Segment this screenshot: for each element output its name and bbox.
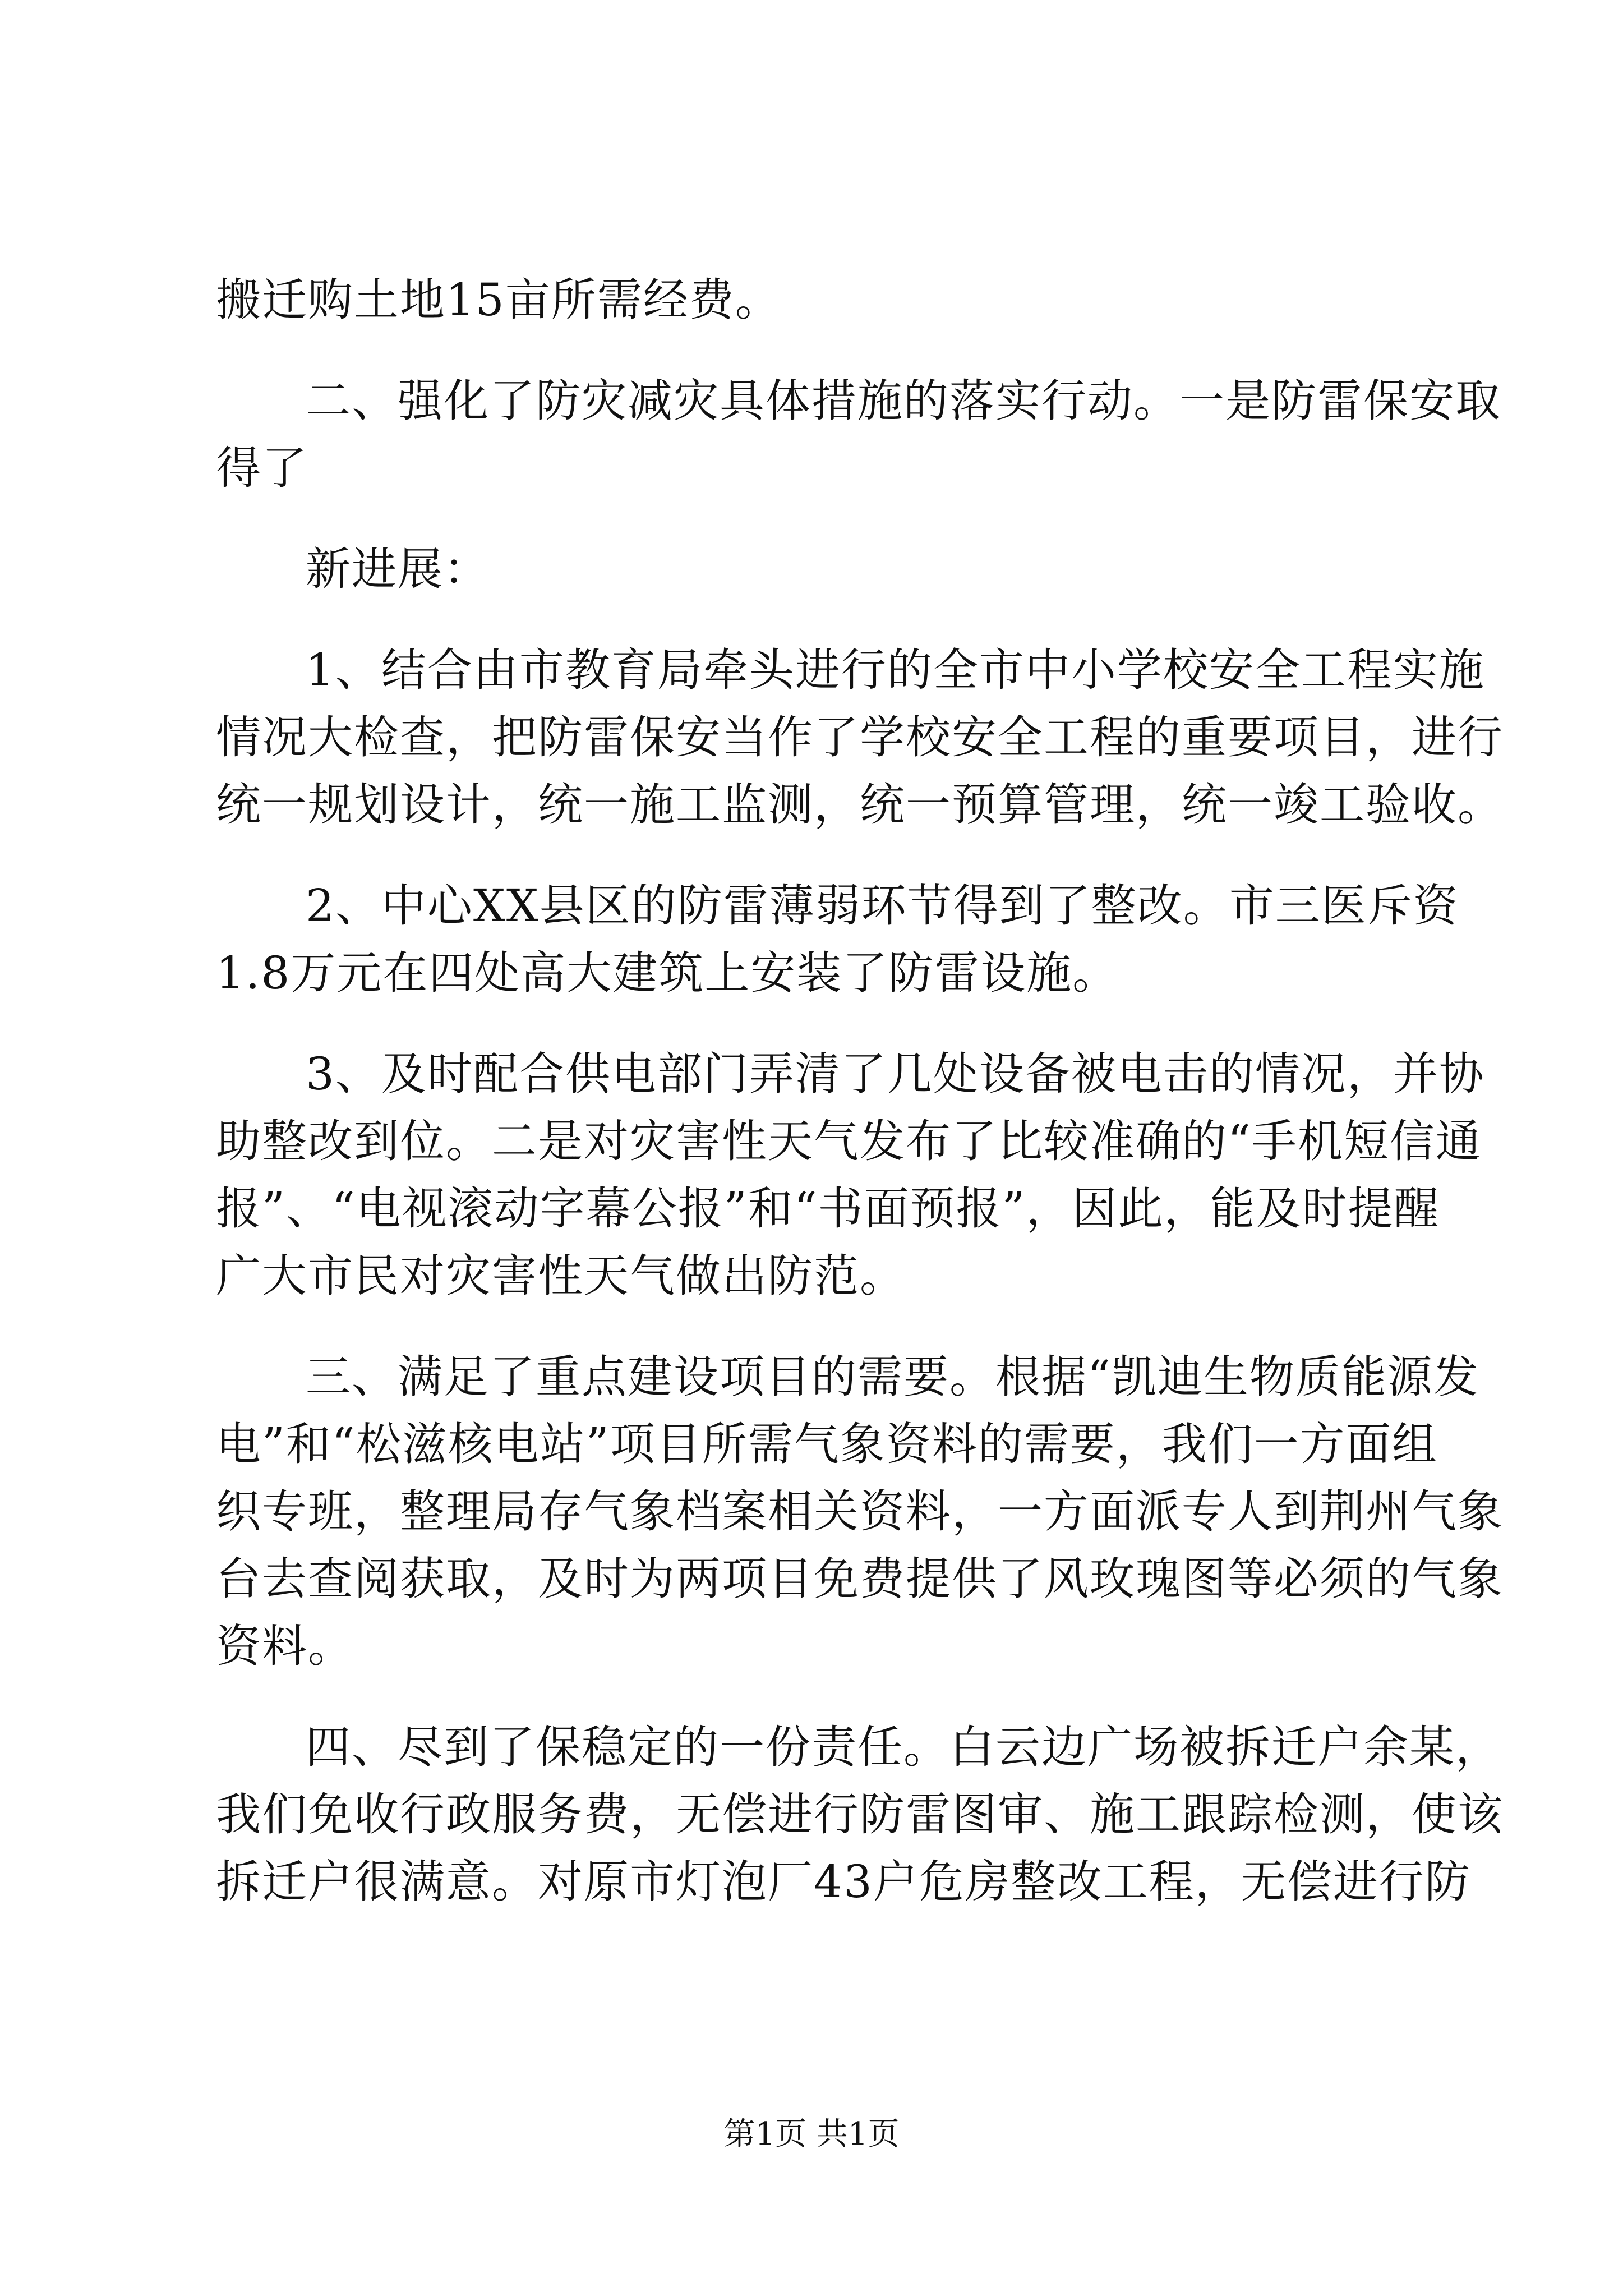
text-line: 1、结合由市教育局牵头进行的全市中小学校安全工程实施 <box>306 644 1485 696</box>
page-number-footer: 第1页 共1页 <box>723 2116 900 2152</box>
text-line: 电”和“松滋核电站”项目所需气象资料的需要，我们一方面组 <box>216 1418 1438 1470</box>
text-line: 3、及时配合供电部门弄清了几处设备被电击的情况，并协 <box>306 1048 1485 1100</box>
text-line: 助整改到位。二是对灾害性天气发布了比较准确的“手机短信通 <box>216 1115 1482 1167</box>
text-line: 织专班，整理局存气象档案相关资料，一方面派专人到荆州气象 <box>216 1485 1504 1538</box>
text-line: 三、满足了重点建设项目的需要。根据“凯迪生物质能源发 <box>306 1351 1479 1403</box>
text-line: 四、尽到了保稳定的一份责任。白云边广场被拆迁户余某， <box>306 1721 1501 1773</box>
text-line: 报”、“电视滚动字幕公报”和“书面预报”，因此，能及时提醒 <box>216 1182 1440 1235</box>
text-line: 台去查阅获取，及时为两项目免费提供了风玫瑰图等必须的气象 <box>216 1553 1504 1605</box>
text-line: 我们免收行政服务费，无偿进行防雷图审、施工跟踪检测，使该 <box>216 1788 1504 1841</box>
text-line: 新进展： <box>306 543 490 595</box>
text-line: 二、强化了防灾减灾具体措施的落实行动。一是防雷保安取 <box>306 375 1501 427</box>
text-line: 资料。 <box>216 1620 354 1672</box>
text-line: 统一规划设计，统一施工监测，统一预算管理，统一竣工验收。 <box>216 779 1504 831</box>
text-line: 广大市民对灾害性天气做出防范。 <box>216 1250 906 1302</box>
text-line: 2、中心XX县区的防雷薄弱环节得到了整改。市三医斥资 <box>306 880 1459 932</box>
text-line: 搬迁购土地15亩所需经费。 <box>216 274 781 326</box>
text-line: 拆迁户很满意。对原市灯泡厂43户危房整改工程，无偿进行防 <box>216 1856 1471 1908</box>
text-line: 得了 <box>216 442 308 494</box>
text-line: 情况大检查，把防雷保安当作了学校安全工程的重要项目，进行 <box>216 711 1504 763</box>
text-line: 1.8万元在四处高大建筑上安装了防雷设施。 <box>216 947 1119 999</box>
